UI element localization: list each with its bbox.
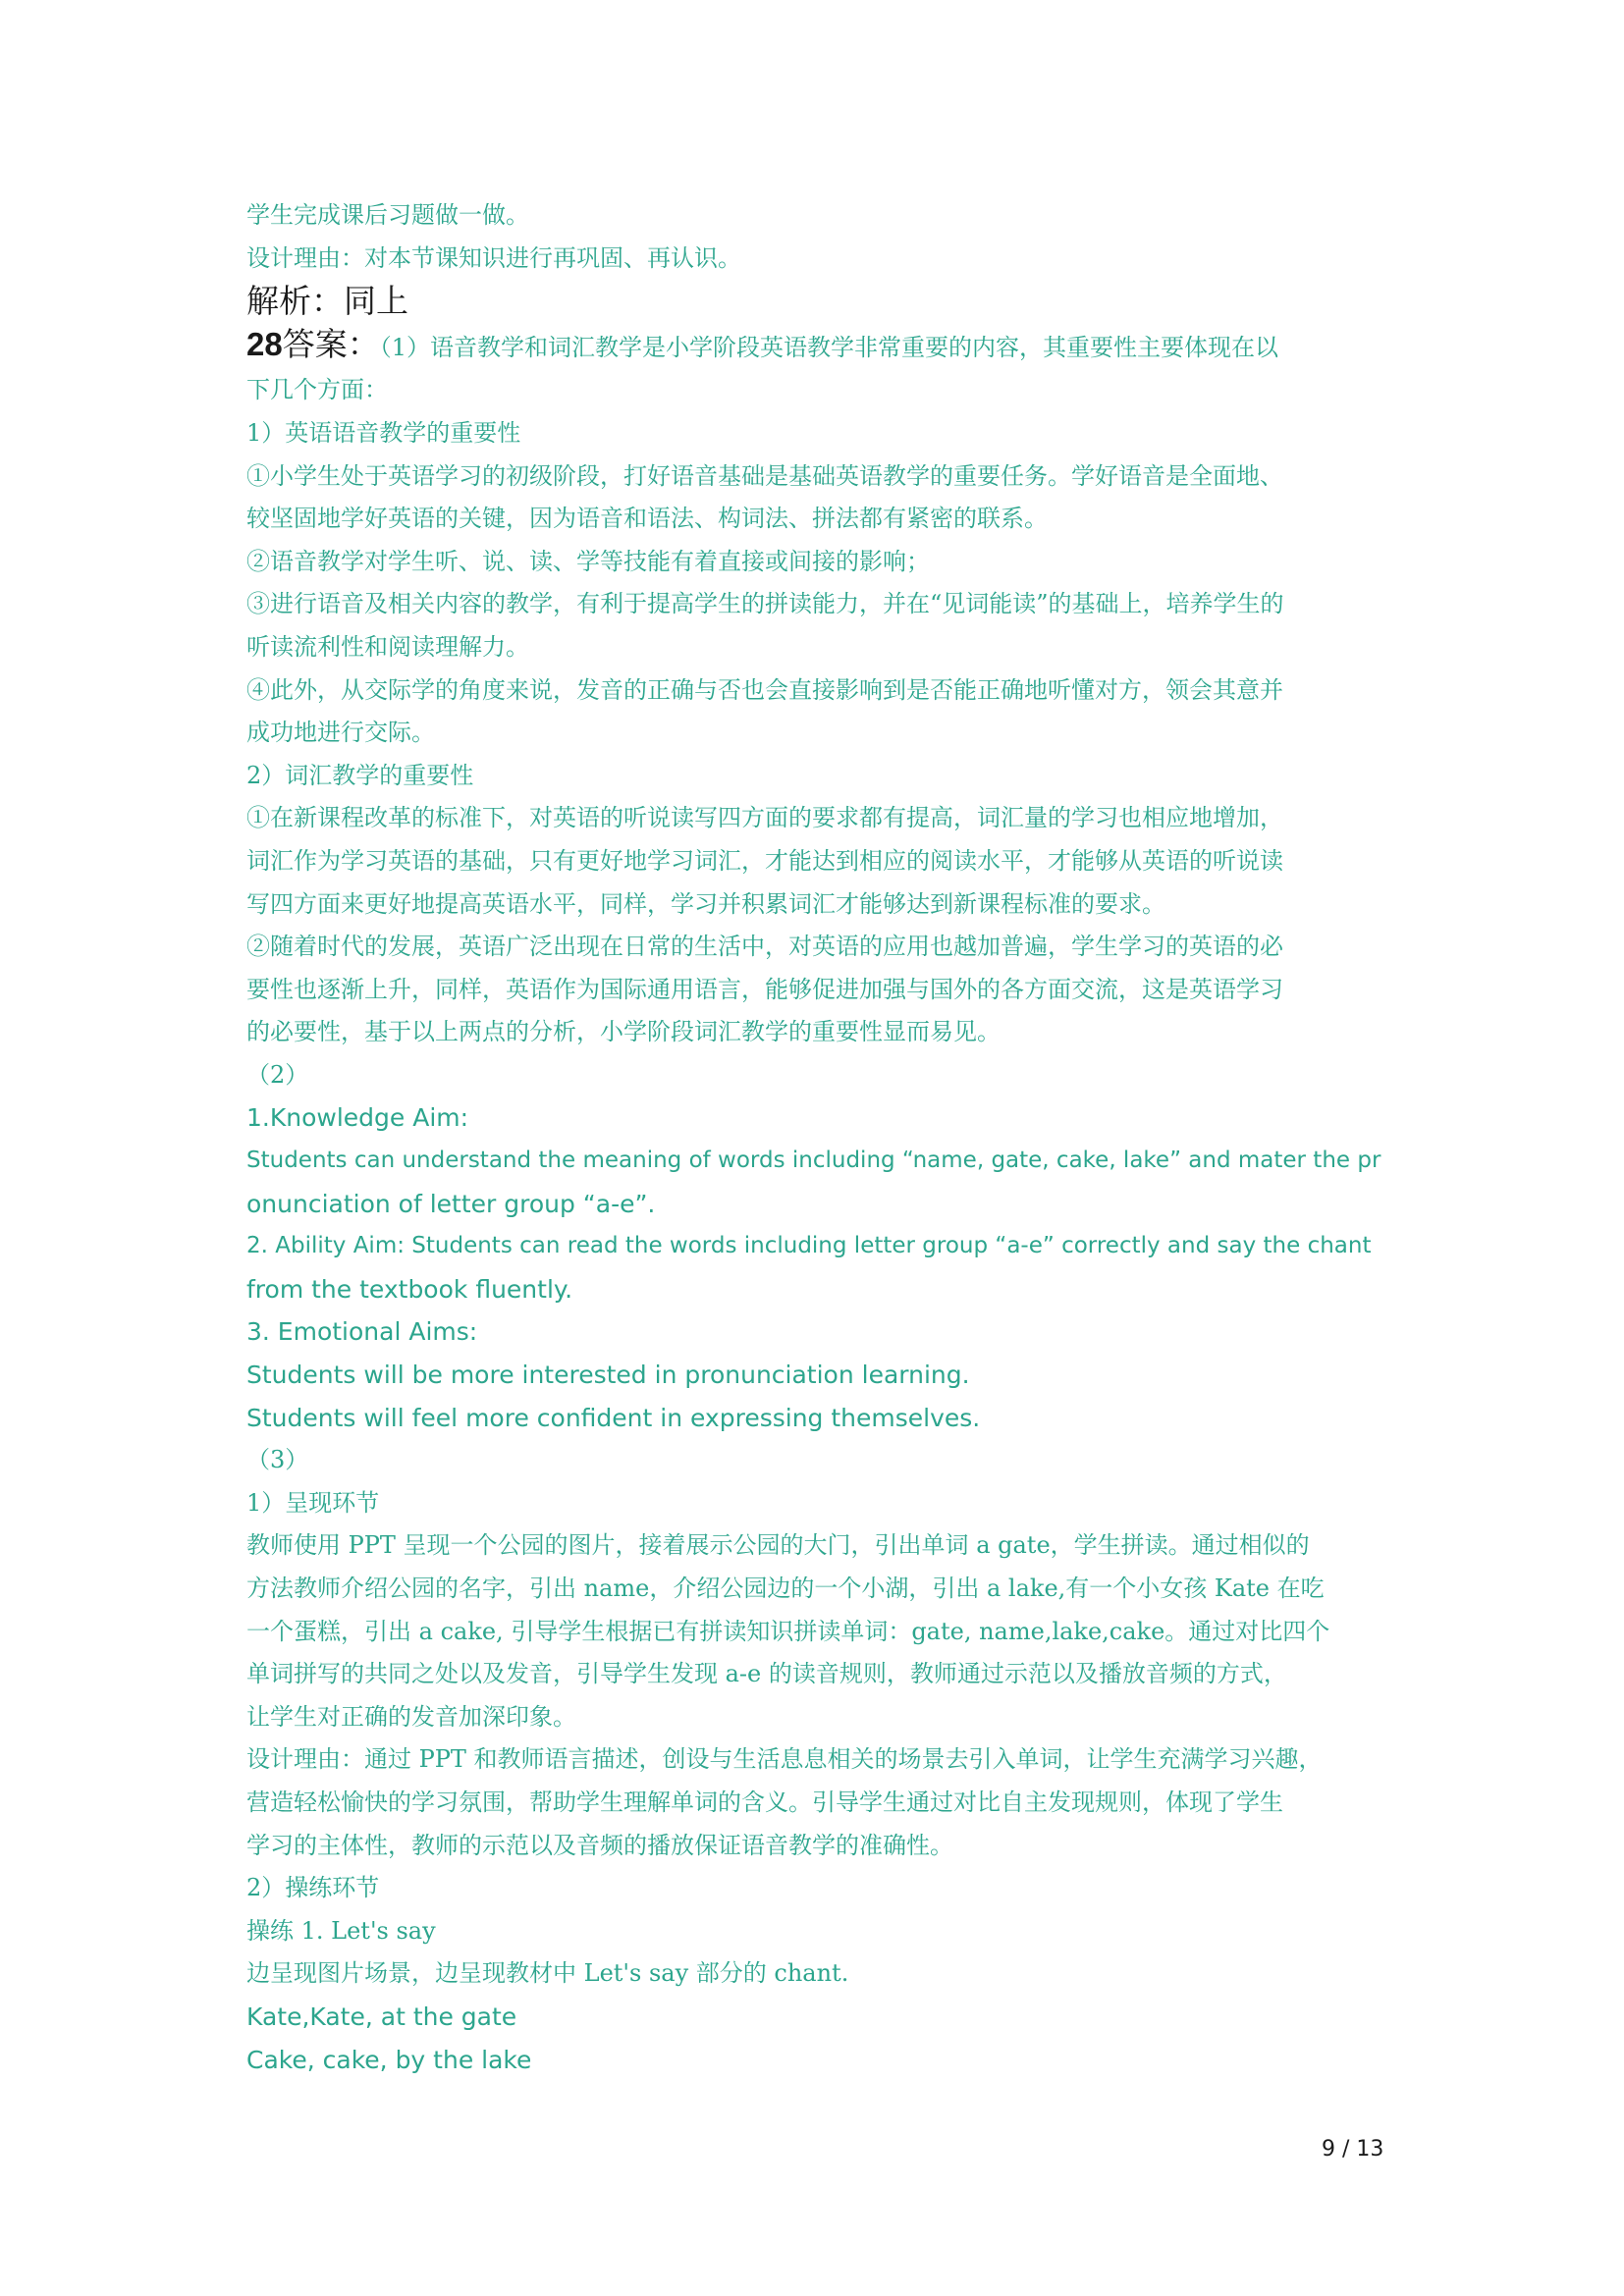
- text-line: ④此外，从交际学的角度来说，发音的正确与否也会直接影响到是否能正确地听懂对方，领会其意并: [246, 675, 1283, 704]
- text-line: 单词拼写的共同之处以及发音，引导学生发现 a-e 的读音规则，教师通过示范以及播放音频的方式，: [246, 1660, 1287, 1688]
- text-line: 教师使用 PPT 呈现一个公园的图片，接着展示公园的大门，引出单词 a gate，学生拼读。通过相似的: [246, 1531, 1310, 1560]
- text-line: 方法教师介绍公园的名字，引出 name，介绍公园边的一个小湖，引出 a lake,有一个小女孩 Kate 在吃: [246, 1575, 1325, 1602]
- text-line: 2. Ability Aim: Students can read the words including letter group “a-e” correctly and say the chant: [246, 1233, 1372, 1259]
- text-line: ②语音教学对学生听、说、读、学等技能有着直接或间接的影响；: [246, 547, 930, 575]
- section-heading: 1）呈现环节: [246, 1488, 380, 1517]
- text-line: 学生完成课后习题做一做。: [246, 201, 529, 229]
- text-line: ①在新课程改革的标准下，对英语的听说读写四方面的要求都有提高，词汇量的学习也相应地增加，: [246, 804, 1283, 832]
- analysis-heading: 解析：同上: [246, 282, 408, 321]
- text-line: 听读流利性和阅读理解力。: [246, 632, 529, 661]
- text-line: 1.Knowledge Aim:: [246, 1103, 469, 1133]
- answer-label: 答案：: [282, 324, 380, 363]
- text-line: 要性也逐渐上升，同样，英语作为国际通用语言，能够促进加强与国外的各方面交流，这是英语学习: [246, 975, 1283, 1003]
- part-marker: （2）: [246, 1060, 309, 1089]
- text-line: 学习的主体性，教师的示范以及音频的播放保证语音教学的准确性。: [246, 1831, 953, 1859]
- page-number: 9 / 13: [1322, 2137, 1384, 2162]
- text-line: Students will feel more confident in expressing themselves.: [246, 1403, 981, 1432]
- section-heading: 1）英语语音教学的重要性: [246, 418, 521, 447]
- text-line: 操练 1. Let's say: [246, 1916, 436, 1945]
- text-line: 设计理由：对本节课知识进行再巩固、再认识。: [246, 243, 741, 272]
- section-heading: 2）操练环节: [246, 1874, 380, 1902]
- text-line: 营造轻松愉快的学习氛围，帮助学生理解单词的含义。引导学生通过对比自主发现规则，体现了学生: [246, 1788, 1283, 1816]
- text-line: 一个蛋糕，引出 a cake, 引导学生根据已有拼读知识拼读单词：gate, name,lake,cake。通过对比四个: [246, 1617, 1330, 1645]
- text-line: 词汇作为学习英语的基础，只有更好地学习词汇，才能达到相应的阅读水平，才能够从英语的听说读: [246, 846, 1283, 875]
- part-marker: （3）: [246, 1446, 309, 1474]
- text-line: 边呈现图片场景，边呈现教材中 Let's say 部分的 chant.: [246, 1959, 849, 1988]
- answer-line: [246, 323, 1391, 370]
- text-line: 让学生对正确的发音加深印象。: [246, 1702, 576, 1731]
- text-line: 成功地进行交际。: [246, 719, 435, 747]
- answer-text: （1）语音教学和词汇教学是小学阶段英语教学非常重要的内容，其重要性主要体现在以: [379, 333, 1278, 361]
- text-line: 写四方面来更好地提高英语水平，同样，学习并积累词汇才能够达到新课程标准的要求。: [246, 889, 1165, 918]
- text-line: ③进行语音及相关内容的教学，有利于提高学生的拼读能力，并在“见词能读”的基础上，培养学生的: [246, 590, 1284, 618]
- text-line: 的必要性，基于以上两点的分析，小学阶段词汇教学的重要性显而易见。: [246, 1018, 1001, 1046]
- text-line: onunciation of letter group “a-e”.: [246, 1189, 656, 1218]
- text-line: from the textbook fluently.: [246, 1274, 573, 1304]
- text-line: 3. Emotional Aims:: [246, 1317, 478, 1347]
- chant-line: Cake, cake, by the lake: [246, 2045, 532, 2074]
- text-line: ①小学生处于英语学习的初级阶段，打好语音基础是基础英语教学的重要任务。学好语音是全面地、: [246, 461, 1283, 490]
- section-heading: 2）词汇教学的重要性: [246, 761, 474, 789]
- chant-line: Kate,Kate, at the gate: [246, 2002, 517, 2031]
- page-content: [246, 194, 1391, 2081]
- text-line: Students will be more interested in pronunciation learning.: [246, 1361, 970, 1390]
- text-line: 下几个方面：: [246, 376, 388, 404]
- question-number: 28: [246, 325, 283, 362]
- text-line: ②随着时代的发展，英语广泛出现在日常的生活中，对英语的应用也越加普遍，学生学习的英语的必: [246, 933, 1283, 961]
- text-line: Students can understand the meaning of words including “name, gate, cake, lake” and mater the pr: [246, 1148, 1381, 1174]
- text-line: 较坚固地学好英语的关键，因为语音和语法、构词法、拼法都有紧密的联系。: [246, 505, 1048, 533]
- text-line: 设计理由：通过 PPT 和教师语言描述，创设与生活息息相关的场景去引入单词，让学生充满学习兴趣，: [246, 1745, 1323, 1774]
